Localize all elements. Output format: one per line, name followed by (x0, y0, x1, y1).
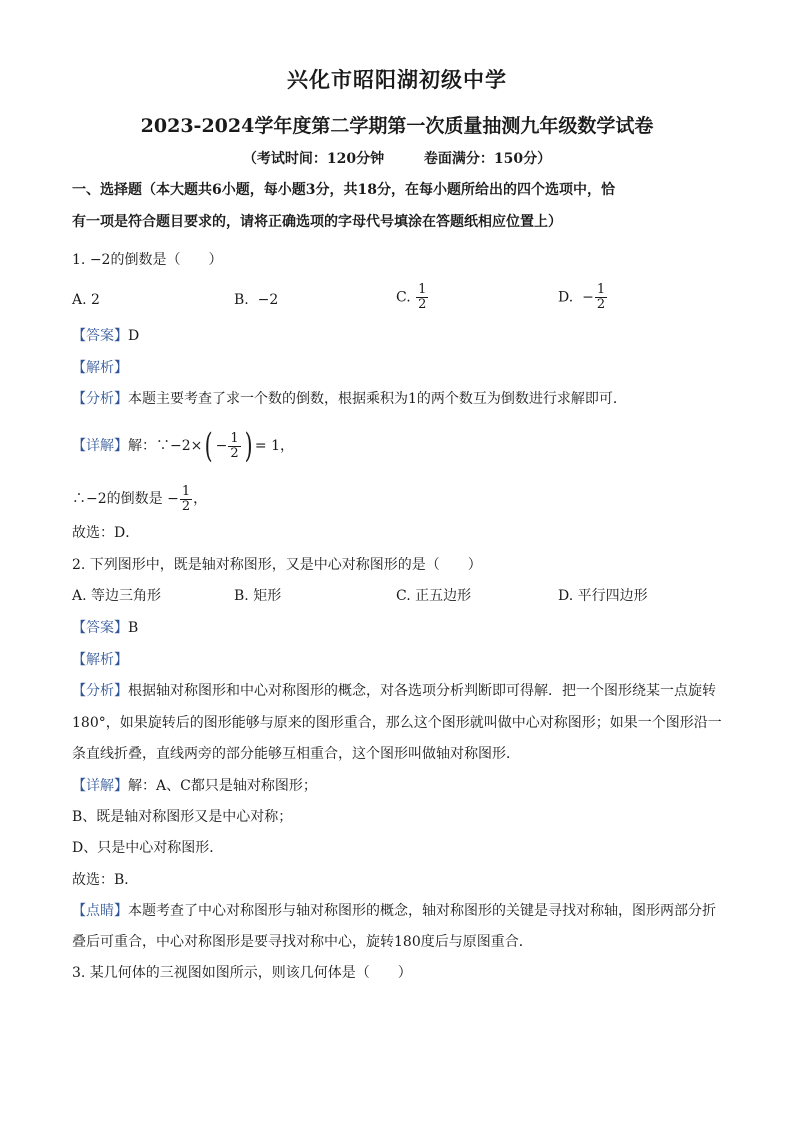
score-info: 卷面满分：150分） (423, 151, 552, 167)
q1-choose: 故选：D． (72, 525, 140, 541)
q2-detail-line1: 【详解】解：A、C都只是轴对称图形； (72, 778, 317, 794)
time-info: （考试时间：120分钟 (242, 151, 385, 167)
exam-info (0, 148, 794, 168)
q1-fenxi: 【分析】本题主要考查了求一个数的倒数，根据乘积为1的两个数互为倒数进行求解即可． (72, 391, 627, 407)
q2-analysis-tag: 【解析】 (72, 652, 128, 668)
q2-stem: 2. 下列图形中，既是轴对称图形，又是中心对称图形的是（ ） (72, 557, 482, 573)
section1-heading-line1: 一、选择题（本大题共6小题，每小题3分，共18分，在每小题所给出的四个选项中，恰 (72, 182, 615, 198)
q2-fenxi-line3: 条直线折叠，直线两旁的部分能够互相重合，这个图形叫做轴对称图形． (72, 746, 520, 762)
fraction-one-half: $\frac{1}{2}$ (596, 282, 606, 312)
q2-detail-line2: B、既是轴对称图形又是中心对称； (72, 809, 293, 825)
q1-detail: 【详解】解：∵−2×( − $\frac{1}{2}$ ) = 1， (72, 426, 295, 466)
q2-answer: 【答案】B (72, 620, 139, 636)
q2-option-b: B. 矩形 (234, 588, 282, 604)
fraction-one-half: $\frac{1}{2}$ (230, 430, 239, 461)
fraction-one-half: $\frac{1}{2}$ (181, 483, 191, 514)
school-title: 兴化市昭阳湖初级中学 (287, 67, 507, 92)
q1-option-d: D. − $\frac{1}{2}$ (558, 282, 606, 312)
q1-therefore: ∴−2的倒数是 − $\frac{1}{2}$ ， (72, 483, 208, 514)
exam-title: 2023-2024学年度第二学期第一次质量抽测九年级数学试卷 (140, 115, 654, 137)
q2-fenxi-line1: 【分析】根据轴对称图形和中心对称图形的概念，对各选项分析判断即可得解．把一个图形绕某一点旋转 (72, 683, 716, 699)
q1-analysis-tag: 【解析】 (72, 360, 128, 376)
q2-fenxi-line2: 180°，如果旋转后的图形能够与原来的图形重合，那么这个图形就叫做中心对称图形；如果一个图形沿一 (72, 715, 722, 731)
q1-stem: 1. −2的倒数是（ ） (72, 252, 223, 268)
q2-option-a: A. 等边三角形 (72, 588, 162, 604)
q2-choose: 故选：B． (72, 872, 139, 888)
q2-comment-line2: 叠后可重合，中心对称图形是要寻找对称中心，旋转180度后与原图重合． (72, 934, 533, 950)
q1-answer: 【答案】D (72, 328, 140, 344)
q2-option-d: D. 平行四边形 (558, 588, 648, 604)
q1-option-c: C. $\frac{1}{2}$ (396, 282, 427, 312)
q2-detail-line3: D、只是中心对称图形． (72, 840, 224, 856)
q2-comment-line1: 【点睛】本题考查了中心对称图形与轴对称图形的概念，轴对称图形的关键是寻找对称轴，图形两部分折 (72, 903, 716, 919)
q3-stem: 3. 某几何体的三视图如图所示，则该几何体是（ ） (72, 965, 412, 981)
section1-heading-line2: 有一项是符合题目要求的，请将正确选项的字母代号填涂在答题纸相应位置上） (72, 214, 562, 230)
q1-option-b: B. −2 (234, 292, 279, 308)
q2-option-c: C. 正五边形 (396, 588, 472, 604)
fraction-one-half: $\frac{1}{2}$ (418, 282, 427, 312)
q1-option-a: A. 2 (72, 292, 100, 308)
